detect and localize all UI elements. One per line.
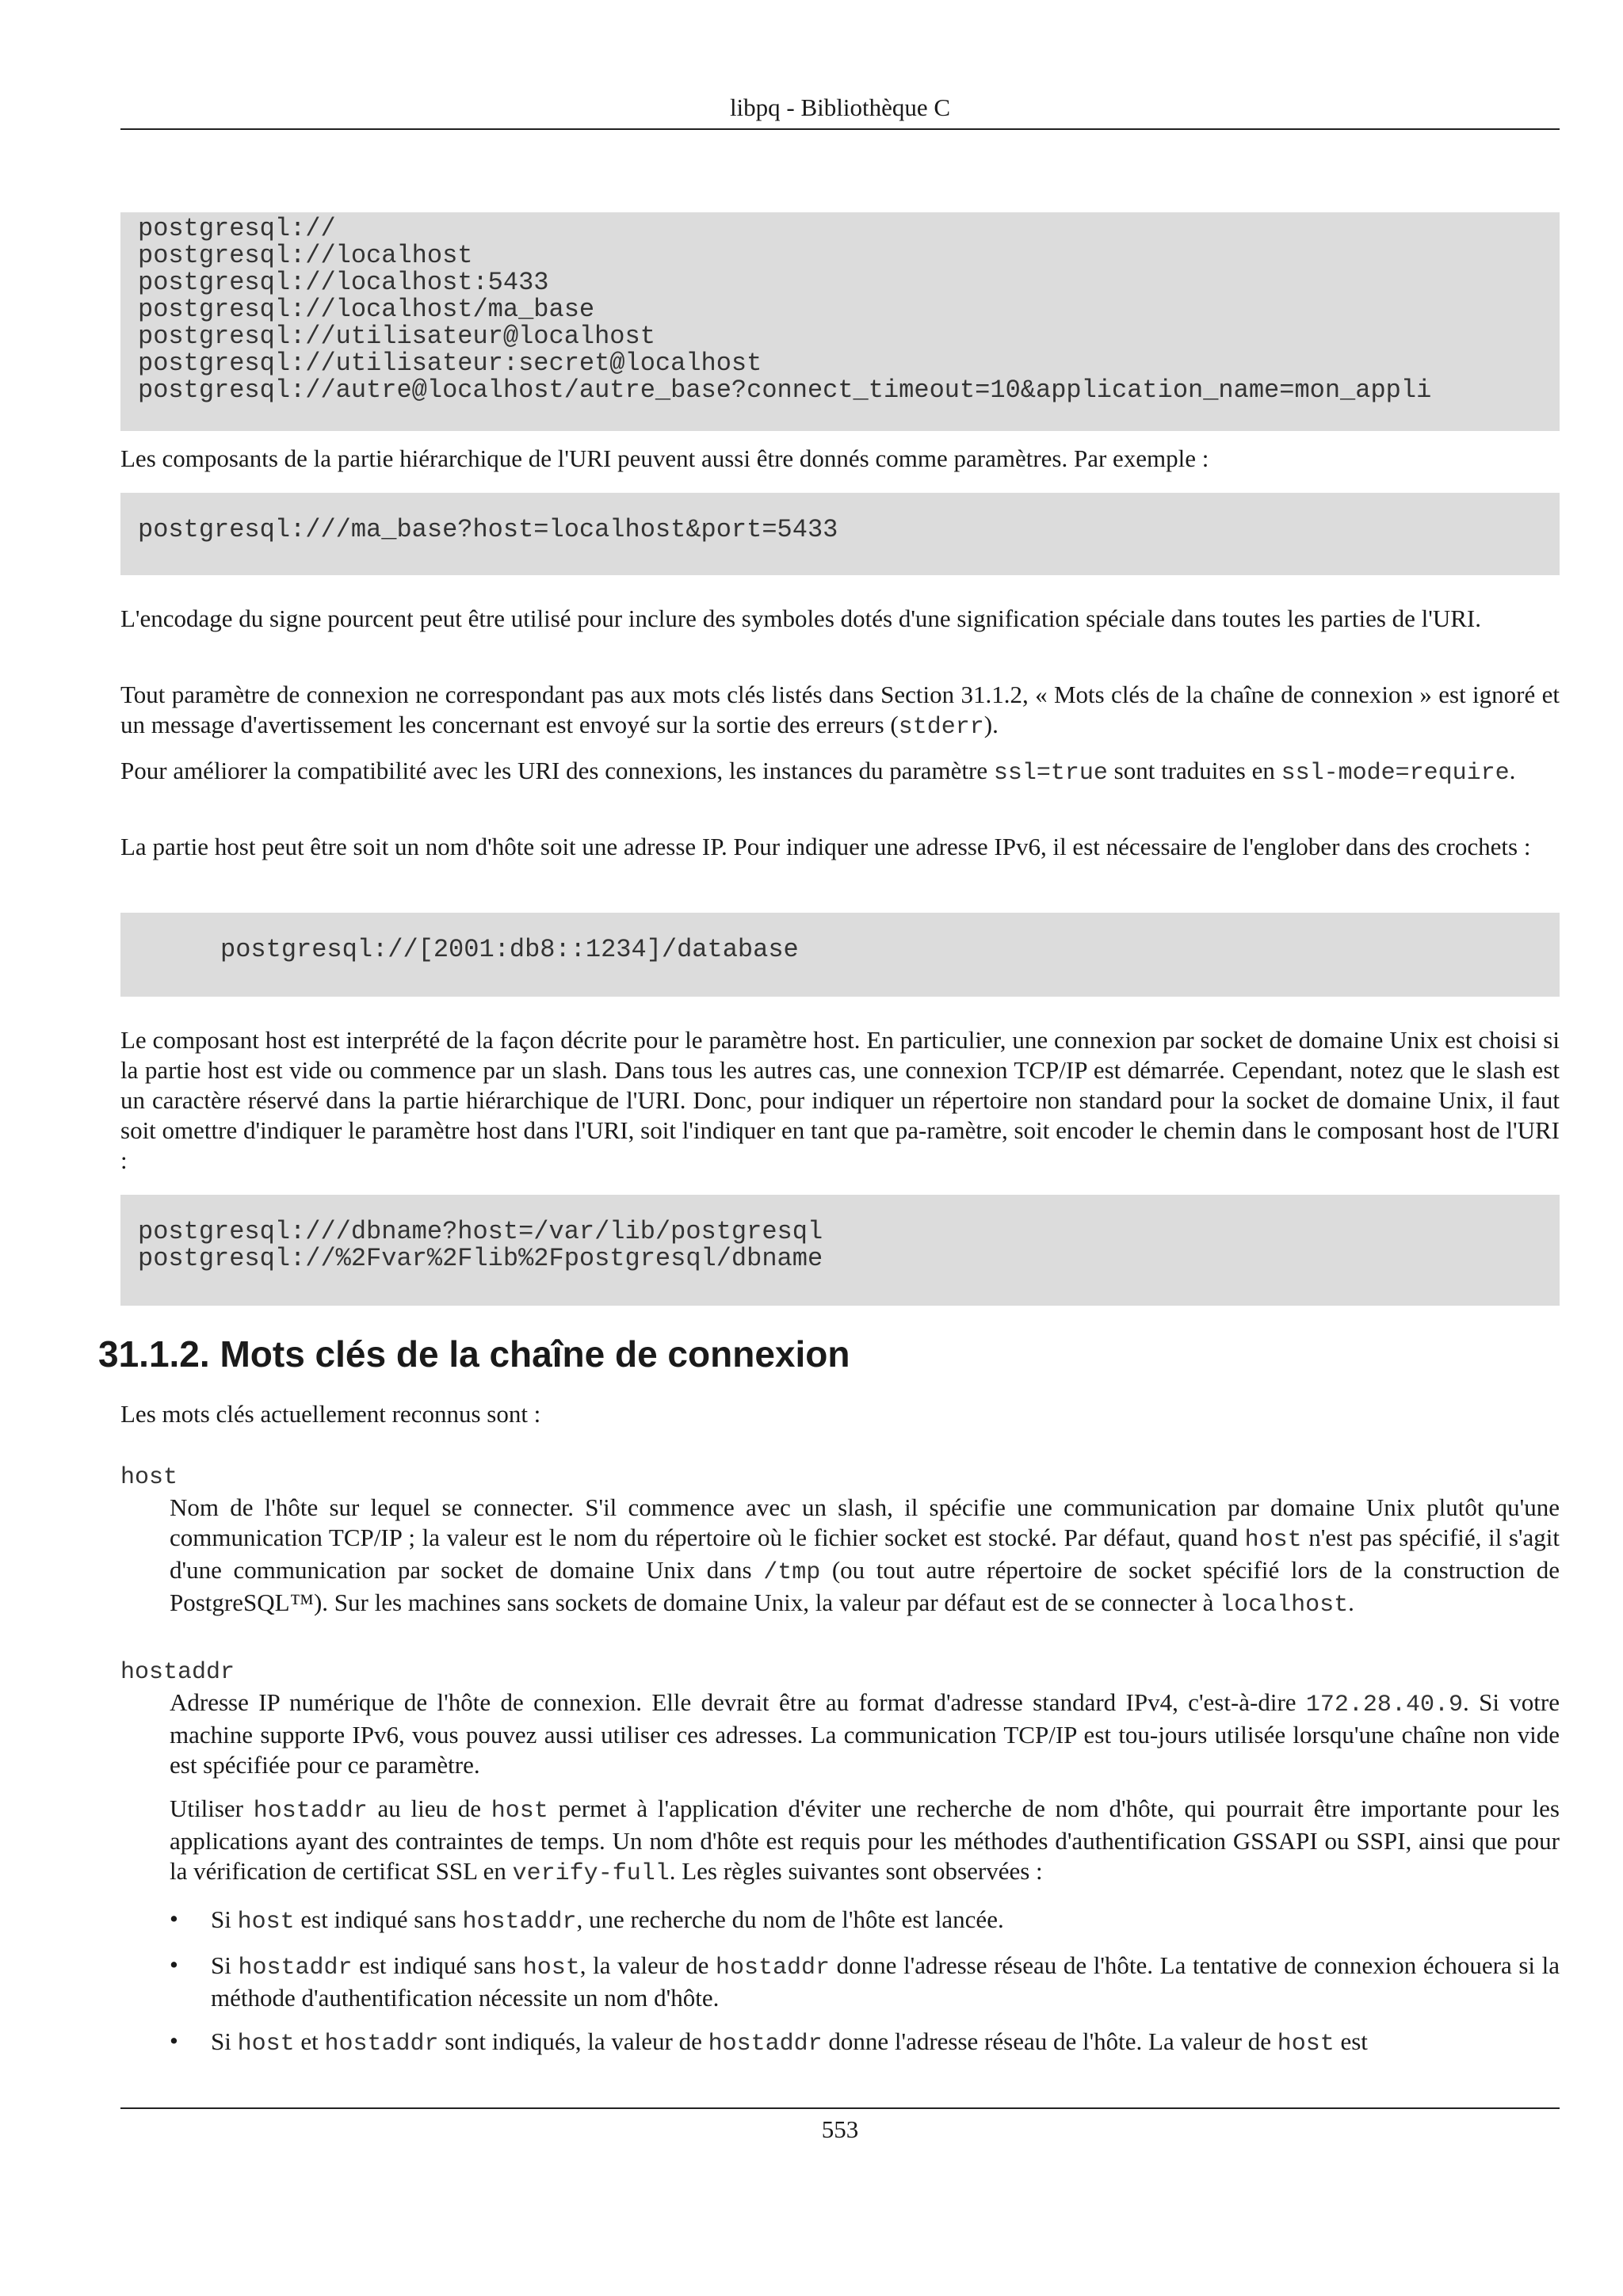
inline-code: hostaddr [716, 1955, 831, 1981]
footer-rule [120, 2107, 1560, 2109]
paragraph: Le composant host est interprété de la façon décrite pour le paramètre host. En particulier, une connexion par socket de domaine Unix est choisi si la partie host est vide ou commence par un slash. Dans tous les autres cas, une connexion TCP/IP est démarrée. Cependant, notez que le slash est un caractère réservé dans la partie hiérarchique de l'URI. Donc, pour indiquer un répertoire non standard pour la socket de domaine Unix, il faut soit omettre d'indiquer le paramètre host dans l'URI, soit l'indiquer en tant que pa-ramètre, soit encoder le chemin dans le composant host de l'URI : [120, 1026, 1560, 1174]
bullet-icon: • [170, 1905, 178, 1932]
definition-host: Nom de l'hôte sur lequel se connecter. S'il commence avec un slash, il spécifie une communication par domaine Unix plutôt qu'une communication TCP/IP ; la valeur est le nom du répertoire où le fichier socket est stocké. Par défaut, quand host n'est pas spécifié, il s'agit d'une communication par socket de domaine Unix dans /tmp (ou tout autre répertoire de socket spécifié lors de la construction de PostgreSQL™). Sur les machines sans sockets de domaine Unix, la valeur par défaut est de se connecter à localhost. [170, 1493, 1560, 1619]
inline-code: hostaddr [462, 1909, 577, 1936]
inline-code: localhost [1220, 1592, 1349, 1619]
inline-code: hostaddr [253, 1798, 368, 1825]
inline-code: ssl-mode=require [1281, 760, 1510, 787]
inline-code: host [237, 2031, 295, 2058]
inline-code: verify-full [512, 1860, 670, 1887]
list-item: Si host et hostaddr sont indiqués, la valeur de hostaddr donne l'adresse réseau de l'hôte. La valeur de host est [211, 2027, 1368, 2058]
code-block-uri-params: postgresql:///ma_base?host=localhost&port=5433 [120, 493, 1560, 575]
inline-code: host [522, 1955, 580, 1981]
inline-code: host [1277, 2031, 1335, 2058]
code-block-ipv6: postgresql://[2001:db8::1234]/database [120, 913, 1560, 997]
paragraph: La partie host peut être soit un nom d'hôte soit une adresse IP. Pour indiquer une adresse IPv6, il est nécessaire de l'englober dans des crochets : [120, 833, 1531, 860]
term-host: host [120, 1464, 178, 1491]
list-item: Si hostaddr est indiqué sans host, la valeur de hostaddr donne l'adresse réseau de l'hôte. La tentative de connexion échouera si la méthode d'authentification nécessite un nom d'hôte. [211, 1951, 1560, 2012]
term-hostaddr: hostaddr [120, 1659, 235, 1686]
paragraph: Les composants de la partie hiérarchique de l'URI peuvent aussi être donnés comme paramètres. Par exemple : [120, 444, 1209, 472]
page-number: 553 [821, 2115, 859, 2143]
inline-code: /tmp [763, 1559, 821, 1586]
paragraph: L'encodage du signe pourcent peut être utilisé pour inclure des symboles dotés d'une signification spéciale dans toutes les parties de l'URI. [120, 605, 1481, 632]
list-item: Si host est indiqué sans hostaddr, une recherche du nom de l'hôte est lancée. [211, 1905, 1004, 1936]
definition-hostaddr-usage: Utiliser hostaddr au lieu de host permet à l'application d'éviter une recherche de nom d'hôte, qui pourrait être importante pour les applications ayant des contraintes de temps. Un nom d'hôte est requis pour les méthodes d'authentification GSSAPI ou SSPI, ainsi que pour la vérification de certificat SSL en verify-full. Les règles suivantes sont observées : [170, 1794, 1560, 1887]
paragraph: Tout paramètre de connexion ne correspondant pas aux mots clés listés dans Section 31.1.2, « Mots clés de la chaîne de connexion » est ignoré et un message d'avertissement les concernant est envoyé sur la sortie des erreurs (stderr). [120, 681, 1560, 741]
definition-hostaddr: Adresse IP numérique de l'hôte de connexion. Elle devrait être au format d'adresse standard IPv4, c'est-à-dire 172.28.40.9. Si votre machine supporte IPv6, vous pouvez aussi utiliser ces adresses. La communication TCP/IP est tou-jours utilisée lorsqu'une chaîne non vide est spécifiée pour ce paramètre. [170, 1688, 1560, 1779]
running-header: libpq - Bibliothèque C [729, 93, 951, 121]
paragraph: Les mots clés actuellement reconnus sont : [120, 1400, 541, 1428]
section-heading: 31.1.2. Mots clés de la chaîne de connexion [98, 1333, 850, 1375]
inline-code: ssl=true [993, 760, 1108, 787]
inline-code: 172.28.40.9 [1305, 1691, 1463, 1718]
inline-code: host [491, 1798, 548, 1825]
inline-code: hostaddr [708, 2031, 823, 2058]
inline-code: stderr [898, 714, 984, 741]
code-block-socket-dir: postgresql:///dbname?host=/var/lib/postgresql postgresql://%2Fvar%2Flib%2Fpostgresql/dbname [120, 1195, 1560, 1306]
code-block-uri-examples: postgresql:// postgresql://localhost postgresql://localhost:5433 postgresql://localhost/ma_base postgresql://utilisateur@localhost postgresql://utilisateur:secret@localhost postgresql://autre@localhost/autre_base?connect_timeout=10&application_name=mon_appli [120, 212, 1560, 431]
inline-code: host [237, 1909, 295, 1936]
paragraph: Pour améliorer la compatibilité avec les URI des connexions, les instances du paramètre ssl=true sont traduites en ssl-mode=require. [120, 757, 1516, 787]
bullet-icon: • [170, 2027, 178, 2054]
inline-code: hostaddr [238, 1955, 353, 1981]
header-rule [120, 128, 1560, 130]
inline-code: host [1244, 1527, 1302, 1554]
inline-code: hostaddr [324, 2031, 439, 2058]
bullet-icon: • [170, 1951, 178, 1978]
